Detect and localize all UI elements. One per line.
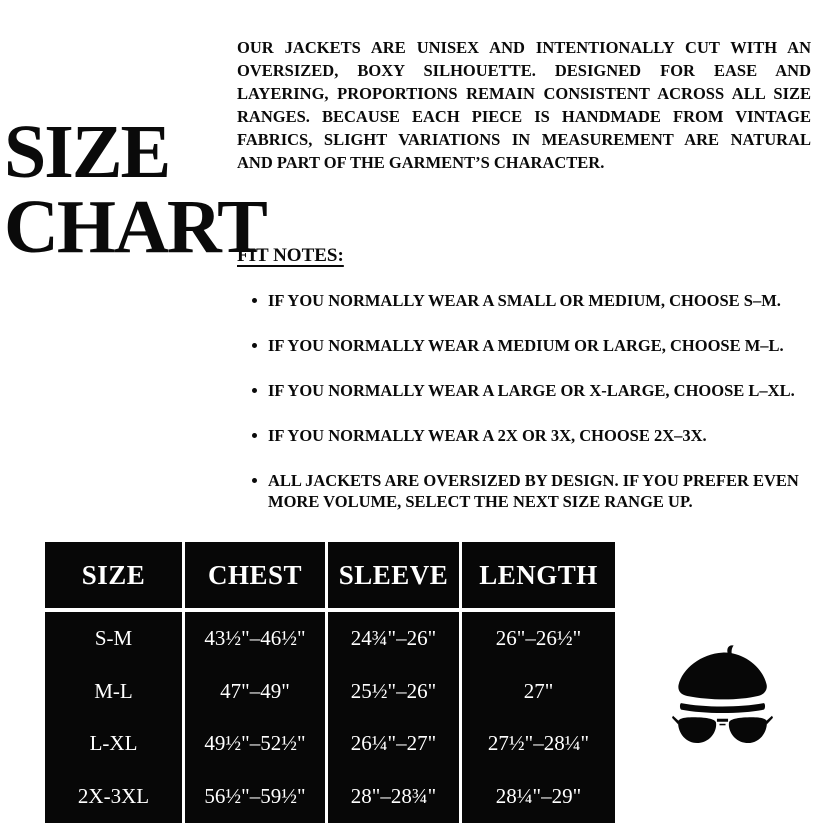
table-cell-size: M-L bbox=[45, 665, 185, 718]
intro-line: OUR JACKETS ARE UNISEX AND INTENTIONALLY CUT WITH AN bbox=[237, 38, 811, 57]
column-header-chest: CHEST bbox=[185, 542, 328, 612]
fit-notes-list bbox=[237, 290, 809, 536]
page-title-line2: CHART bbox=[4, 185, 266, 269]
column-header-length: LENGTH bbox=[462, 542, 615, 612]
table-cell-length: 27" bbox=[523, 678, 554, 703]
table-cell-sleeve: 25½"–26" bbox=[328, 665, 462, 718]
bullet-dot-icon bbox=[252, 433, 257, 438]
column-header-size: SIZE bbox=[45, 542, 185, 612]
fit-note-item bbox=[237, 380, 809, 401]
fit-notes-heading: FIT NOTES: bbox=[237, 245, 344, 266]
table-cell-length: 26"–26½" bbox=[495, 625, 582, 650]
table-cell-sleeve: 28"–28¾" bbox=[328, 770, 462, 823]
fit-note-item bbox=[237, 470, 809, 512]
fit-note-text: ALL JACKETS ARE OVERSIZED BY DESIGN. IF YOU PREFER EVEN MORE VOLUME, SELECT THE NEXT SIZE RANGE UP. bbox=[268, 471, 799, 511]
page-title bbox=[4, 110, 266, 269]
table-cell-chest: 47"–49" bbox=[185, 665, 328, 718]
intro-paragraph bbox=[237, 36, 811, 174]
bullet-dot-icon bbox=[252, 298, 257, 303]
table-cell-size: S-M bbox=[45, 612, 185, 665]
table-cell-length: 28¼"–29" bbox=[495, 784, 582, 809]
intro-line: OVERSIZED, BOXY SILHOUETTE. DESIGNED FOR EASE AND bbox=[237, 61, 811, 80]
table-cell-chest: 43½"–46½" bbox=[185, 612, 328, 665]
bullet-dot-icon bbox=[252, 343, 257, 348]
table-cell-sleeve: 24¾"–26" bbox=[328, 612, 462, 665]
bullet-dot-icon bbox=[252, 388, 257, 393]
fit-note-item bbox=[237, 425, 809, 446]
page-title-line1: SIZE bbox=[4, 110, 170, 194]
table-cell-length: 27½"–28¼" bbox=[487, 731, 590, 756]
fit-note-text: IF YOU NORMALLY WEAR A LARGE OR X-LARGE, CHOOSE L–XL. bbox=[268, 381, 795, 400]
intro-line: RANGES. BECAUSE EACH PIECE IS HANDMADE FROM VINTAGE bbox=[237, 107, 811, 126]
table-cell-chest: 56½"–59½" bbox=[185, 770, 328, 823]
fit-note-item bbox=[237, 335, 809, 356]
intro-line: LAYERING, PROPORTIONS REMAIN CONSISTENT ACROSS ALL SIZE bbox=[237, 84, 811, 103]
intro-line: FABRICS, SLIGHT VARIATIONS IN MEASUREMENT ARE NATURAL bbox=[237, 130, 811, 149]
intro-line: AND PART OF THE GARMENT’S CHARACTER. bbox=[237, 153, 605, 172]
fit-note-item bbox=[237, 290, 809, 311]
bullet-dot-icon bbox=[252, 478, 257, 483]
size-table bbox=[45, 542, 615, 823]
fit-note-text: IF YOU NORMALLY WEAR A SMALL OR MEDIUM, CHOOSE S–M. bbox=[268, 291, 781, 310]
fit-note-text: IF YOU NORMALLY WEAR A 2X OR 3X, CHOOSE 2X–3X. bbox=[268, 426, 707, 445]
beret-sunglasses-icon bbox=[672, 644, 773, 746]
table-cell-chest: 49½"–52½" bbox=[185, 718, 328, 771]
fit-note-text: IF YOU NORMALLY WEAR A MEDIUM OR LARGE, CHOOSE M–L. bbox=[268, 336, 784, 355]
table-cell-size: L-XL bbox=[45, 718, 185, 771]
table-cell-size: 2X-3XL bbox=[45, 770, 185, 823]
column-header-sleeve: SLEEVE bbox=[328, 542, 462, 612]
table-cell-sleeve: 26¼"–27" bbox=[328, 718, 462, 771]
